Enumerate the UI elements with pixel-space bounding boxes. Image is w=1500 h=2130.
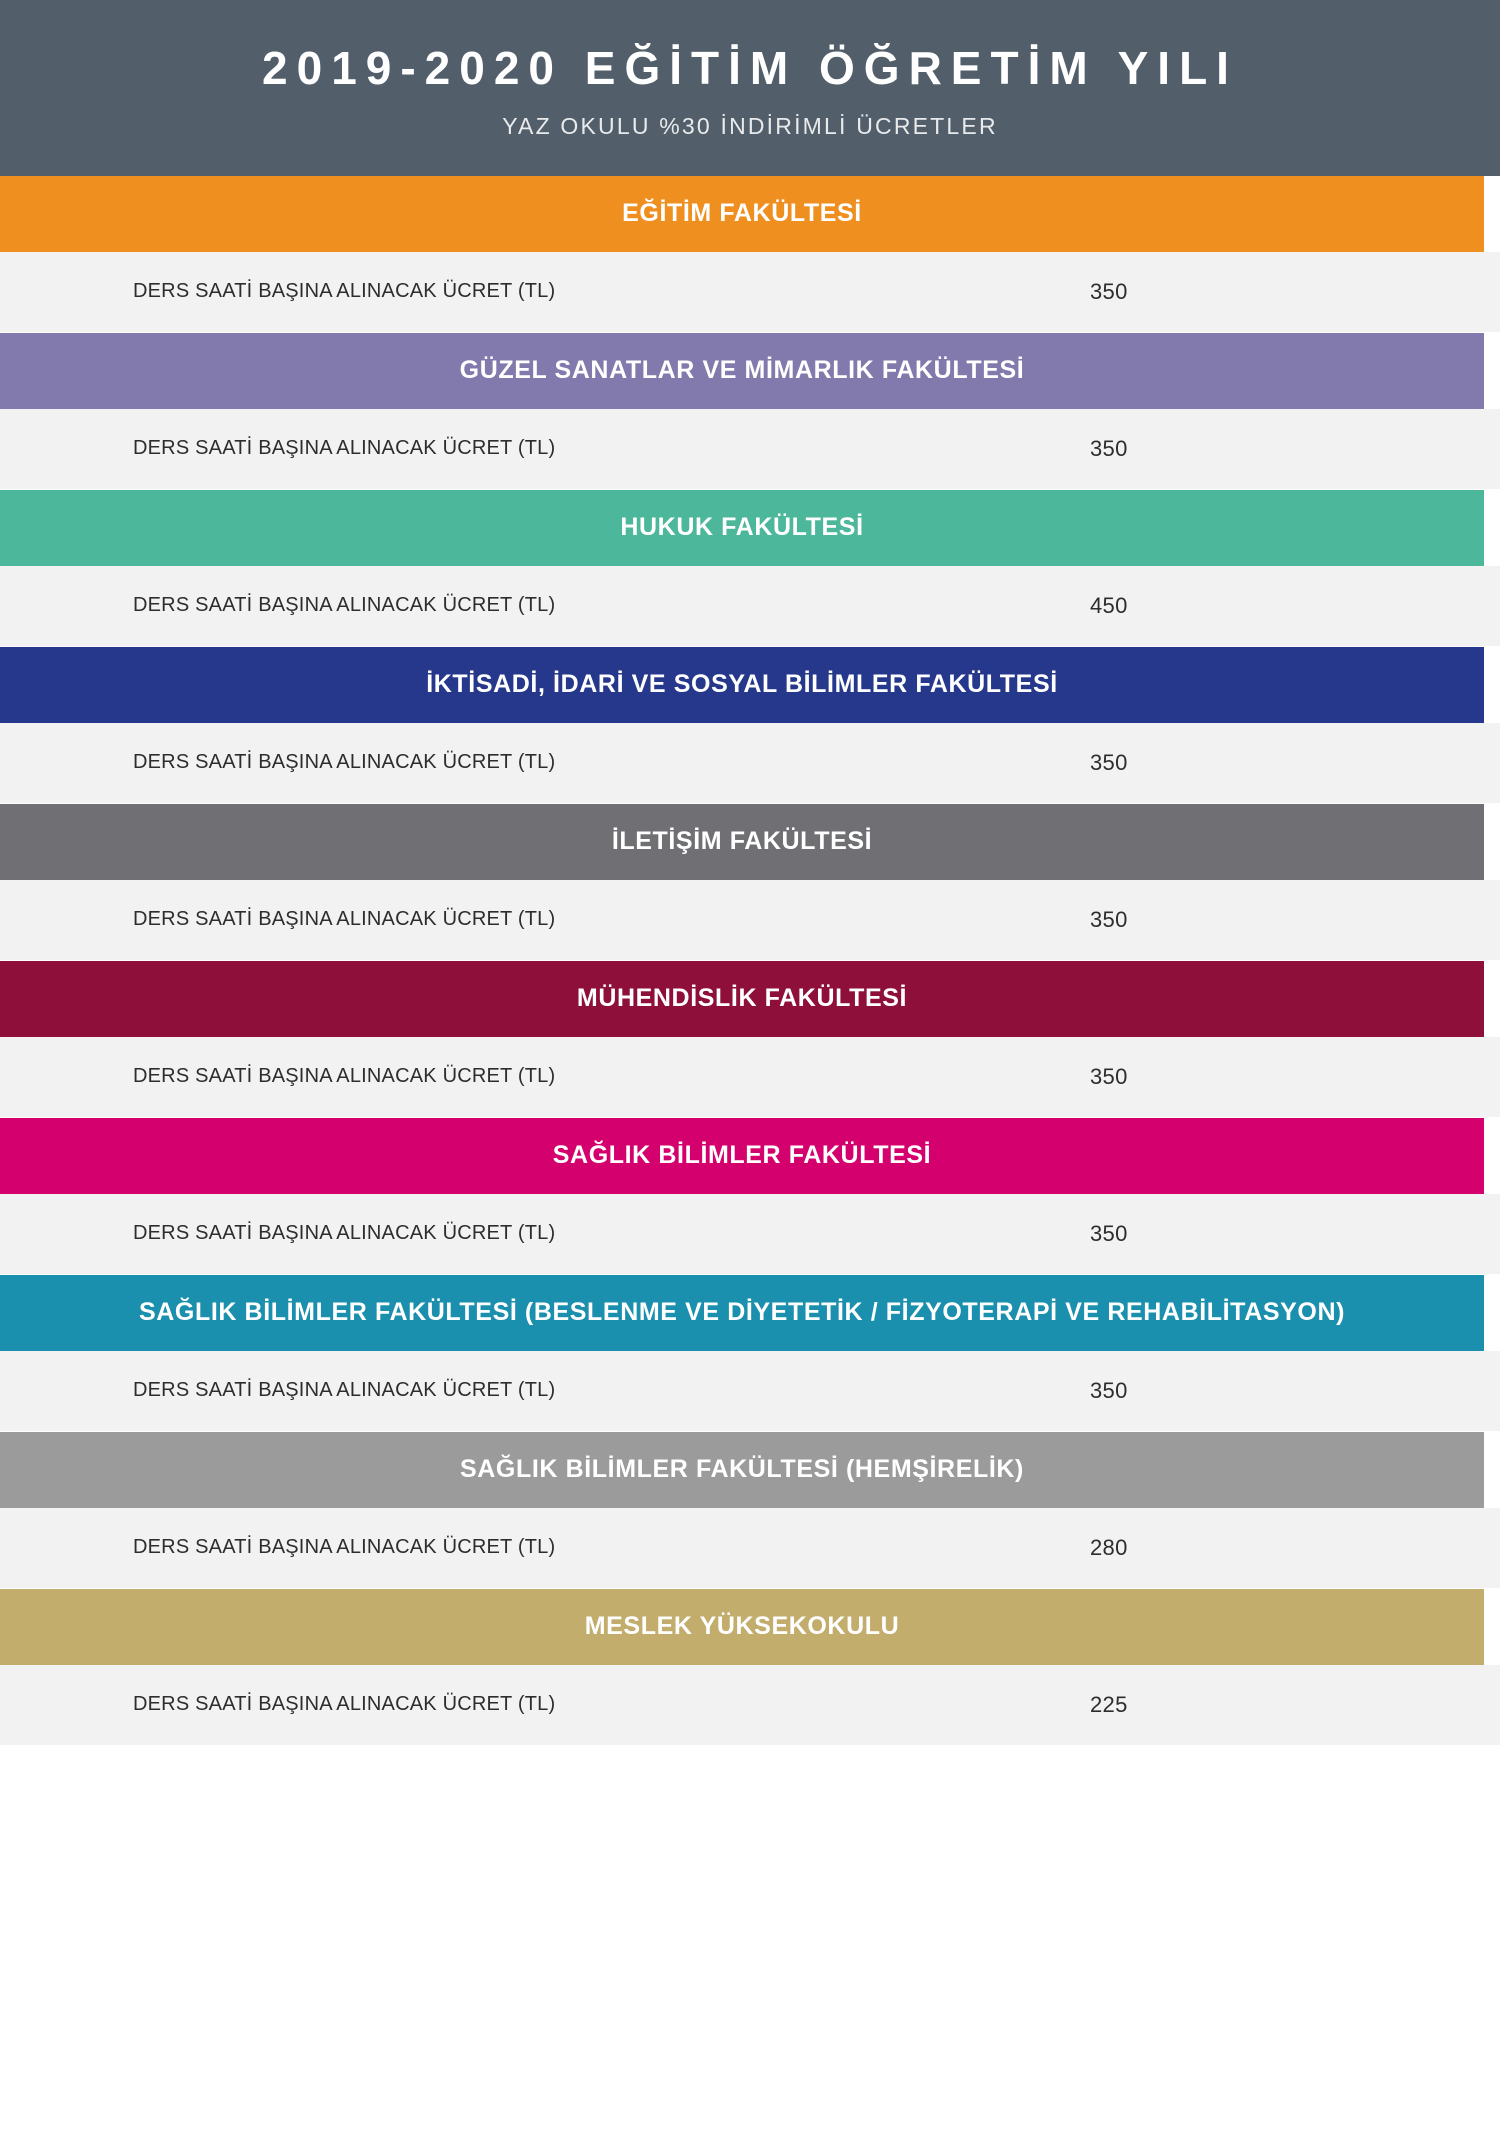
- page-title: 2019-2020 EĞİTİM ÖĞRETİM YILI: [262, 42, 1238, 94]
- faculty-header: EĞİTİM FAKÜLTESİ: [0, 176, 1484, 252]
- table-row: [0, 880, 1500, 961]
- faculty-header: SAĞLIK BİLİMLER FAKÜLTESİ: [0, 1118, 1484, 1194]
- fee-label: DERS SAATİ BAŞINA ALINACAK ÜCRET (TL): [133, 1693, 556, 1716]
- fee-label: DERS SAATİ BAŞINA ALINACAK ÜCRET (TL): [133, 280, 556, 303]
- faculty-header: SAĞLIK BİLİMLER FAKÜLTESİ (BESLENME VE DİYETETİK / FİZYOTERAPİ VE REHABİLİTASYON): [0, 1275, 1484, 1351]
- table-row: [0, 566, 1500, 647]
- table-row: [0, 1037, 1500, 1118]
- page-header: [0, 0, 1500, 176]
- fee-label: DERS SAATİ BAŞINA ALINACAK ÜCRET (TL): [133, 1065, 556, 1088]
- faculty-header: MESLEK YÜKSEKOKULU: [0, 1589, 1484, 1665]
- fee-value: 350: [1090, 749, 1128, 775]
- fee-label: DERS SAATİ BAŞINA ALINACAK ÜCRET (TL): [133, 1222, 556, 1245]
- faculty-header: SAĞLIK BİLİMLER FAKÜLTESİ (HEMŞİRELİK): [0, 1432, 1484, 1508]
- fee-table: [0, 176, 1500, 1746]
- table-row: [0, 723, 1500, 804]
- fee-label: DERS SAATİ BAŞINA ALINACAK ÜCRET (TL): [133, 908, 556, 931]
- faculty-header: İLETİŞİM FAKÜLTESİ: [0, 804, 1484, 880]
- page-subtitle: YAZ OKULU %30 İNDİRİMLİ ÜCRETLER: [502, 112, 998, 139]
- fee-value: 350: [1090, 1063, 1128, 1089]
- faculty-header: GÜZEL SANATLAR VE MİMARLIK FAKÜLTESİ: [0, 333, 1484, 409]
- fee-value: 225: [1090, 1691, 1128, 1717]
- fee-label: DERS SAATİ BAŞINA ALINACAK ÜCRET (TL): [133, 751, 556, 774]
- faculty-header: HUKUK FAKÜLTESİ: [0, 490, 1484, 566]
- table-row: [0, 1665, 1500, 1746]
- fee-label: DERS SAATİ BAŞINA ALINACAK ÜCRET (TL): [133, 1536, 556, 1559]
- table-row: [0, 1508, 1500, 1589]
- fee-label: DERS SAATİ BAŞINA ALINACAK ÜCRET (TL): [133, 594, 556, 617]
- fee-value: 350: [1090, 278, 1128, 304]
- faculty-header: İKTİSADİ, İDARİ VE SOSYAL BİLİMLER FAKÜLTESİ: [0, 647, 1484, 723]
- faculty-header: MÜHENDİSLİK FAKÜLTESİ: [0, 961, 1484, 1037]
- fee-value: 350: [1090, 1377, 1128, 1403]
- fee-value: 450: [1090, 592, 1128, 618]
- table-row: [0, 409, 1500, 490]
- fee-value: 350: [1090, 1220, 1128, 1246]
- fee-label: DERS SAATİ BAŞINA ALINACAK ÜCRET (TL): [133, 437, 556, 460]
- fee-value: 280: [1090, 1534, 1128, 1560]
- fee-value: 350: [1090, 435, 1128, 461]
- fee-label: DERS SAATİ BAŞINA ALINACAK ÜCRET (TL): [133, 1379, 556, 1402]
- table-row: [0, 252, 1500, 333]
- table-row: [0, 1194, 1500, 1275]
- fee-value: 350: [1090, 906, 1128, 932]
- table-row: [0, 1351, 1500, 1432]
